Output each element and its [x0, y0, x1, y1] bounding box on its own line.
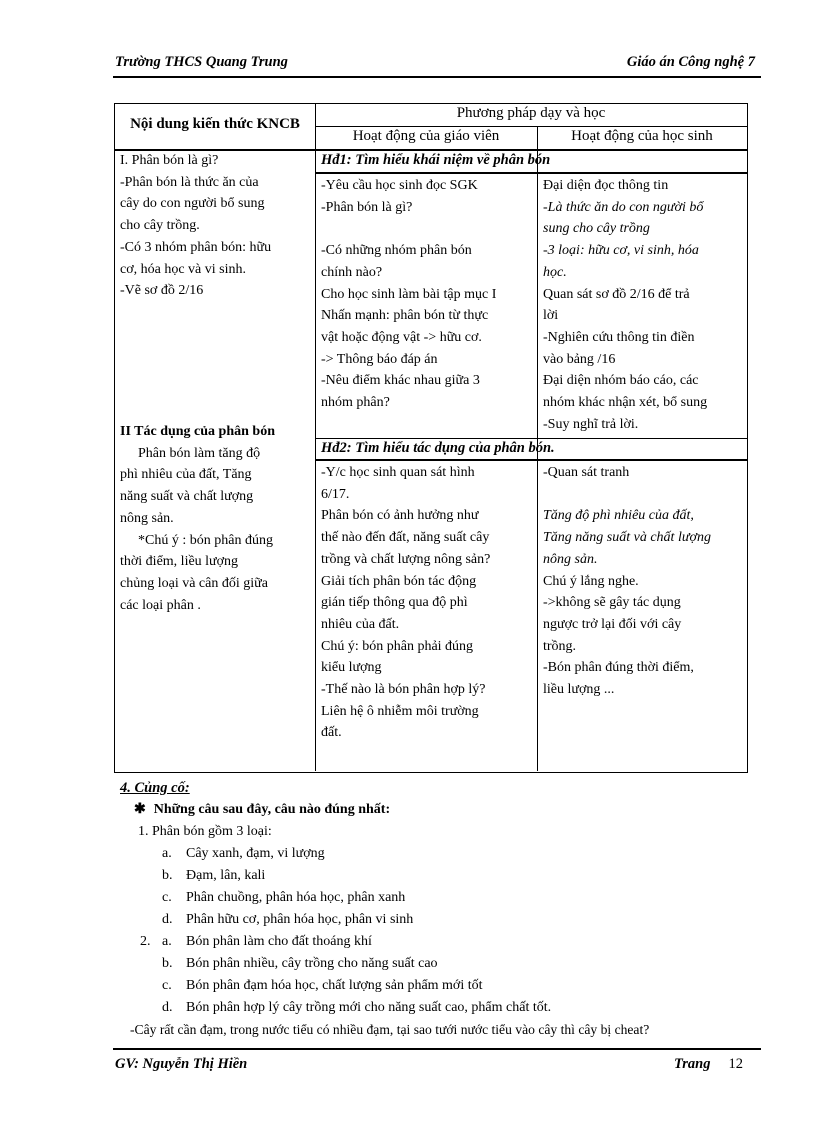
option-row [162, 843, 325, 865]
text-line: Phân bón làm tăng độ [138, 445, 261, 461]
text-line: ngược trở lại đối với cây [543, 616, 682, 632]
student-activity-2 [543, 462, 743, 701]
teacher-name: GV: Nguyễn Thị Hiền [115, 1056, 248, 1072]
text-line: Giải tích phân bón tác động [321, 573, 477, 589]
option-letter: c. [162, 978, 172, 993]
text-line: trồng và chất lượng nông sản? [321, 551, 491, 567]
option-letter: d. [162, 1000, 173, 1015]
text-line: học. [543, 264, 567, 280]
text-line: sung cho cây trồng [543, 221, 650, 237]
option-letter: d. [162, 912, 173, 927]
option-row [162, 953, 438, 975]
text-line: Tăng năng suất và chất lượng [543, 530, 711, 546]
option-text: Cây xanh, đạm, vi lượng [186, 846, 325, 861]
option-letter: b. [162, 868, 173, 883]
text-line: -Bón phân đúng thời điểm, [543, 660, 694, 676]
text-line: -Là thức ăn do con người bổ [543, 199, 704, 215]
asterisk-bullet-icon: ✱ [134, 802, 146, 817]
header-divider [315, 126, 747, 127]
option-letter: a. [162, 934, 172, 949]
text-line: các loại phân . [120, 597, 201, 613]
page-header [113, 52, 761, 78]
text-line: -3 loại: hữu cơ, vi sinh, hóa [543, 243, 699, 259]
text-line: Đại diện đọc thông tin [543, 178, 669, 193]
option-text: Bón phân hợp lý cây trồng mới cho năng suất cao, phẩm chất tốt. [186, 1000, 552, 1015]
text-line: vào bảng /16 [543, 351, 616, 367]
text-line: nông sản. [543, 551, 598, 567]
text-line: cho cây trồng. [120, 218, 200, 234]
text-line: nông sản. [120, 510, 174, 526]
methods-header: Phương pháp dạy và học [456, 105, 606, 121]
text-line: chính nào? [321, 264, 383, 280]
text-line: -Nêu điểm khác nhau giữa 3 [321, 373, 480, 389]
option-text: Bón phân làm cho đất thoáng khí [186, 934, 372, 949]
text-line: -> Thông báo đáp án [321, 351, 438, 367]
text-line: -Yêu cầu học sinh đọc SGK [321, 178, 478, 193]
text-line: nhóm phân? [321, 395, 390, 411]
text-line: *Chú ý : bón phân đúng [138, 532, 273, 548]
text-line: cây do con người bổ sung [120, 196, 265, 212]
text-line: phì nhiêu của đất, Tăng [120, 467, 252, 483]
text-line: -Có những nhóm phân bón [321, 243, 472, 259]
text-line [321, 218, 533, 240]
option-row [162, 997, 551, 1019]
extra-question: -Cây rất cần đạm, trong nước tiểu có nhiều đạm, tại sao tưới nước tiểu vào cây thì cây bị cheat? [130, 1022, 650, 1037]
option-text: Phân hữu cơ, phân hóa học, phân vi sinh [186, 912, 414, 927]
text-line: Đại diện nhóm báo cáo, các [543, 373, 699, 389]
review-heading: 4. Củng cố: [120, 780, 190, 796]
page-indicator [674, 1056, 743, 1073]
option-row [162, 887, 405, 909]
text-line: -Phân bón là gì? [321, 199, 413, 215]
hd1-bottom-line [315, 172, 747, 174]
text-line: Nhấn mạnh: phân bón từ thực [321, 308, 489, 324]
teacher-activity-2 [321, 462, 533, 744]
text-line: Chú ý: bón phân phải đúng [321, 638, 474, 654]
student-activity-1 [543, 175, 743, 435]
option-text: Bón phân đạm hóa học, chất lượng sản phẩm mới tốt [186, 978, 483, 993]
text-line: liều lượng ... [543, 682, 615, 698]
text-line: ->không sẽ gây tác dụng [543, 595, 681, 611]
student-activity-header: Hoạt động của học sinh [571, 128, 713, 144]
text-line: Tăng độ phì nhiêu của đất, [543, 508, 694, 524]
option-letter: b. [162, 956, 173, 971]
text-line: lời [543, 308, 559, 324]
content-section-2 [120, 421, 310, 616]
text-line: -Nghiên cứu thông tin điền [543, 329, 695, 345]
lesson-table [114, 103, 748, 773]
page-number: 12 [728, 1056, 743, 1072]
hd2-title: Hđ2: Tìm hiểu tác dụng của phân bón. [321, 440, 555, 456]
text-line: -Suy nghĩ trả lời. [543, 416, 639, 432]
text-line: Quan sát sơ đồ 2/16 để trả [543, 286, 690, 302]
text-line: -Quan sát tranh [543, 465, 630, 480]
quiz-question [134, 799, 390, 821]
school-name: Trường THCS Quang Trung [115, 54, 288, 70]
text-line: nhóm khác nhận xét, bổ sung [543, 395, 708, 411]
quiz-question-text: Những câu sau đây, câu nào đúng nhất: [153, 802, 391, 817]
content-1-title: I. Phân bón là gì? [120, 153, 219, 168]
question-1: 1. Phân bón gồm 3 loại: [138, 824, 272, 839]
text-line: chủng loại và cân đối giữa [120, 575, 268, 591]
text-line: Liên hệ ô nhiễm môi trường [321, 703, 479, 719]
text-line: -Y/c học sinh quan sát hình [321, 465, 475, 480]
content-section-1 [120, 150, 310, 302]
text-line: gián tiếp thông qua độ phì [321, 595, 468, 611]
text-line: đất. [321, 725, 342, 741]
text-line: trồng. [543, 638, 577, 654]
text-line: Cho học sinh làm bài tập mục I [321, 286, 497, 302]
question-2-number: 2. [140, 934, 151, 949]
option-text: Bón phân nhiều, cây trồng cho năng suất cao [186, 956, 438, 971]
option-text: Đạm, lân, kali [186, 868, 266, 883]
text-line: nhiêu của đất. [321, 616, 400, 632]
text-line: -Vẽ sơ đồ 2/16 [120, 283, 204, 299]
text-line: vật hoặc động vật -> hữu cơ. [321, 329, 482, 345]
option-row [162, 975, 483, 997]
option-letter: a. [162, 846, 172, 861]
option-row [162, 865, 265, 887]
text-line: Phân bón có ảnh hưởng như [321, 508, 479, 524]
option-text: Phân chuồng, phân hóa học, phân xanh [186, 890, 406, 905]
text-line: năng suất và chất lượng [120, 489, 254, 505]
text-line: -Phân bón là thức ăn của [120, 174, 259, 190]
text-line: thời điểm, liều lượng [120, 554, 239, 570]
option-row [162, 931, 372, 953]
content-2-title: II Tác dụng của phân bón [120, 424, 275, 439]
text-line: kiểu lượng [321, 660, 382, 676]
text-line: thế nào đến đất, năng suất cây [321, 530, 490, 546]
option-letter: c. [162, 890, 172, 905]
text-line: 6/17. [321, 486, 350, 502]
document-title: Giáo án Công nghệ 7 [626, 54, 755, 70]
hd1-title: Hđ1: Tìm hiểu khái niệm về phân bón [321, 152, 551, 168]
text-line: -Thế nào là bón phân hợp lý? [321, 682, 486, 698]
teacher-activity-1 [321, 175, 533, 414]
text-line: -Có 3 nhóm phân bón: hữu [120, 239, 272, 255]
text-line [543, 484, 743, 506]
text-line: cơ, hóa học và vi sinh. [120, 261, 246, 277]
page-footer [113, 1048, 761, 1078]
option-row [162, 909, 413, 931]
content-column-header: Nội dung kiến thức KNCB [130, 116, 300, 132]
page-label: Trang [673, 1056, 711, 1072]
text-line: Chú ý lắng nghe. [543, 573, 639, 589]
teacher-activity-header: Hoạt động của giáo viên [352, 128, 500, 144]
